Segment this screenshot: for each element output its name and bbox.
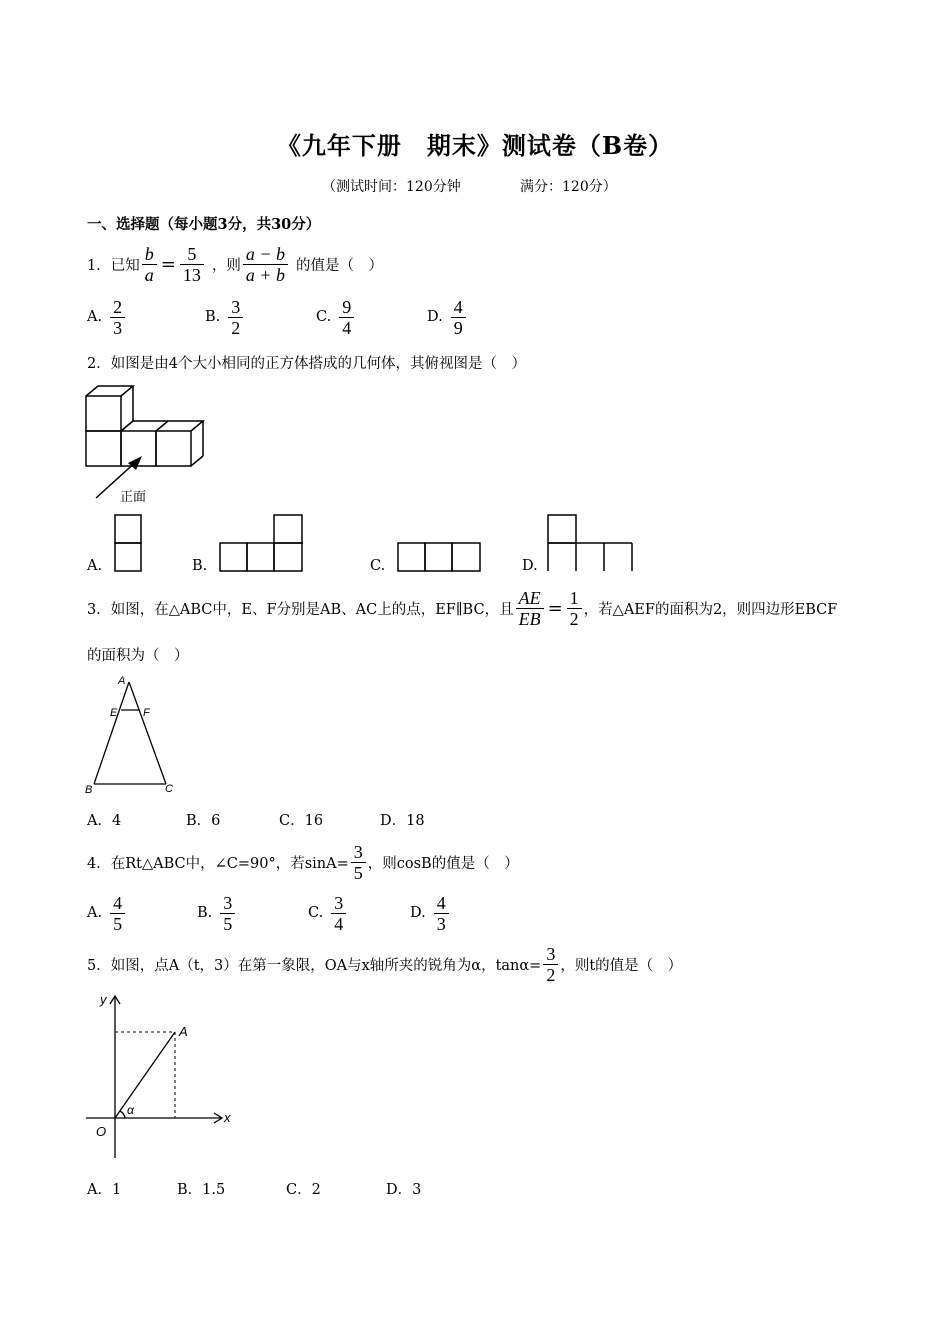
q2-option-d-figure [547, 514, 633, 572]
q3-option-d[interactable]: D．18 [380, 813, 425, 829]
q3-option-c[interactable]: C．16 [279, 813, 324, 829]
q3-line2: 的面积为（ ） [87, 648, 189, 664]
q4-option-d[interactable]: D. $\frac{4}{3}$ [410, 893, 451, 934]
q1-suffix: 的值是（ ） [295, 257, 383, 274]
q2-front-label: 正面 [120, 489, 147, 504]
q1-fraction-5-13: $\frac{5}{13}$ [180, 244, 204, 285]
q5-label-o: O [96, 1124, 107, 1139]
q4-prefix: 4．在Rt△ABC中，∠C=90°，若sinA= [87, 855, 349, 872]
q1-mid: ，则 [211, 257, 241, 274]
q1-equals: = [160, 253, 176, 275]
q1-prefix: 1．已知 [87, 257, 140, 274]
question-4 [87, 840, 519, 884]
q3-label-b: B [85, 784, 93, 796]
q1-option-b[interactable]: B. $\frac{3}{2}$ [205, 297, 316, 338]
q5-fraction-3-2: $\frac{3}{2}$ [543, 944, 558, 985]
q5-label-alpha: α [127, 1103, 134, 1117]
q5-option-a[interactable]: A．1 [87, 1182, 122, 1198]
full-score: 满分：120分） [520, 179, 617, 195]
q3-option-b[interactable]: B．6 [186, 813, 221, 829]
q5-option-c[interactable]: C．2 [286, 1182, 321, 1198]
q4-option-b[interactable]: B. $\frac{3}{5}$ [197, 893, 308, 934]
q4-options [87, 892, 451, 934]
q3-prefix: 3．如图，在△ABC中，E、F分别是AB、AC上的点，EF∥BC，且 [87, 601, 514, 618]
q5-option-b[interactable]: B．1.5 [177, 1182, 226, 1198]
q2-option-a-figure [114, 514, 142, 572]
question-3 [87, 586, 837, 630]
question-2: 2．如图是由4个大小相同的正方体搭成的几何体，其俯视图是（ ） [87, 356, 526, 372]
test-time: （测试时间：120分钟 [322, 179, 461, 195]
q3-label-a: A [118, 675, 126, 687]
q4-option-c[interactable]: C. $\frac{3}{4}$ [308, 893, 410, 934]
q3-equals: = [547, 597, 563, 619]
question-5 [87, 942, 682, 986]
q2-option-a[interactable]: A. [87, 558, 103, 574]
q2-option-d[interactable]: D. [522, 558, 538, 574]
q1-options [87, 296, 468, 338]
q4-option-a[interactable]: A. $\frac{4}{5}$ [87, 893, 197, 934]
q3-label-e: E [110, 707, 118, 719]
q5-label-a: A [179, 1024, 188, 1039]
q5-label-x: x [224, 1110, 231, 1125]
q3-label-c: C [165, 783, 173, 795]
q5-option-d[interactable]: D．3 [386, 1182, 422, 1198]
q2-cube-figure [84, 384, 209, 504]
q3-suffix: ，若△AEF的面积为2，则四边形EBCF [583, 601, 838, 618]
q3-label-f: F [143, 707, 150, 719]
q2-option-b-figure [219, 514, 303, 572]
q5-coordinate-figure [84, 990, 234, 1160]
q3-option-a[interactable]: A．4 [87, 813, 122, 829]
q2-option-c-figure [397, 542, 481, 572]
section-heading: 一、选择题（每小题3分，共30分） [87, 216, 321, 233]
q1-fraction-b-over-a: $\frac{b}{a}$ [142, 244, 157, 285]
q5-label-y: y [100, 992, 107, 1007]
q2-option-b[interactable]: B. [192, 558, 208, 574]
q5-prefix: 5．如图，点A（t，3）在第一象限，OA与x轴所夹的锐角为α，tanα= [87, 957, 542, 974]
q1-option-c[interactable]: C. $\frac{9}{4}$ [316, 297, 427, 338]
q3-fraction-ae-eb: $\frac{AE}{EB}$ [516, 588, 544, 629]
question-1 [87, 244, 383, 284]
q1-option-d[interactable]: D. $\frac{4}{9}$ [427, 297, 468, 338]
q4-fraction-3-5: $\frac{3}{5}$ [351, 842, 366, 883]
q1-fraction-expression: $\frac{a - b}{a + b}$ [243, 244, 288, 285]
q3-triangle-figure [84, 674, 179, 796]
page-title: 《九年下册 期末》测试卷（B卷） [276, 131, 674, 160]
q1-option-a[interactable]: A. $\frac{2}{3}$ [87, 297, 205, 338]
q4-suffix: ，则cosB的值是（ ） [367, 855, 519, 872]
q2-option-c[interactable]: C. [370, 558, 386, 574]
q5-suffix: ，则t的值是（ ） [560, 957, 683, 974]
q3-fraction-1-2: $\frac{1}{2}$ [567, 588, 582, 629]
